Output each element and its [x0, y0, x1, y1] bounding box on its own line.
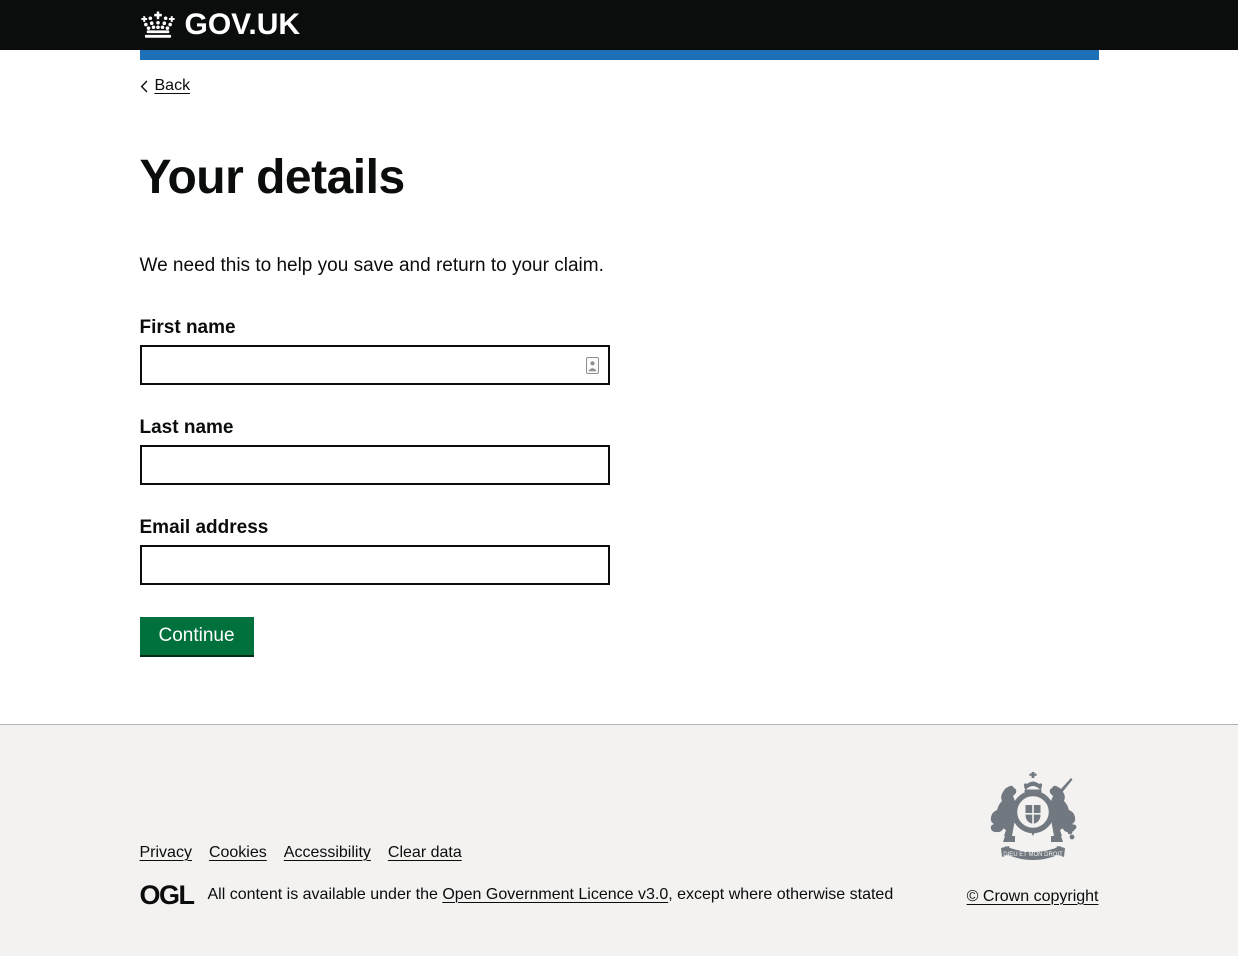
ogl-licence-link[interactable]: Open Government Licence v3.0 [442, 885, 669, 903]
licence-suffix: , except where otherwise stated [668, 885, 894, 903]
first-name-input[interactable] [140, 345, 610, 385]
autofill-icon[interactable] [586, 357, 599, 374]
last-name-label: Last name [139, 416, 234, 438]
footer-link-cookies[interactable]: Cookies [208, 843, 267, 861]
email-input[interactable] [140, 545, 610, 585]
govuk-logo-text: GOV.UK [184, 8, 301, 41]
back-chevron-icon [140, 80, 148, 93]
footer-link-accessibility[interactable]: Accessibility [283, 843, 371, 861]
email-label: Email address [139, 516, 269, 538]
licence-text [208, 885, 894, 905]
intro-text: We need this to help you save and return to your claim. [139, 254, 604, 276]
header-blue-bar [140, 50, 1099, 60]
first-name-group [140, 318, 1099, 385]
royal-coat-of-arms [983, 772, 1083, 873]
crown-copyright-link[interactable]: © Crown copyright [966, 887, 1099, 905]
licence-prefix: All content is available under the [207, 885, 443, 903]
govuk-footer [0, 724, 1238, 956]
crown-icon [140, 11, 176, 39]
govuk-logo-link[interactable] [140, 10, 301, 40]
main-content [140, 77, 1099, 724]
footer-links [140, 844, 967, 862]
govuk-header [0, 0, 1238, 50]
last-name-input[interactable] [140, 445, 610, 485]
ogl-logo: OGL [139, 879, 194, 910]
page-title: Your details [139, 150, 405, 204]
footer-link-clear-data[interactable]: Clear data [387, 843, 462, 861]
footer-link-privacy[interactable]: Privacy [139, 843, 192, 861]
back-link[interactable] [140, 77, 191, 95]
last-name-group [140, 418, 1099, 485]
back-link-label: Back [154, 77, 191, 94]
first-name-label: First name [139, 316, 236, 338]
svg-text:DIEU ET MON DROIT: DIEU ET MON DROIT [1002, 851, 1063, 858]
continue-button[interactable]: Continue [140, 617, 254, 655]
email-group [140, 518, 1099, 585]
